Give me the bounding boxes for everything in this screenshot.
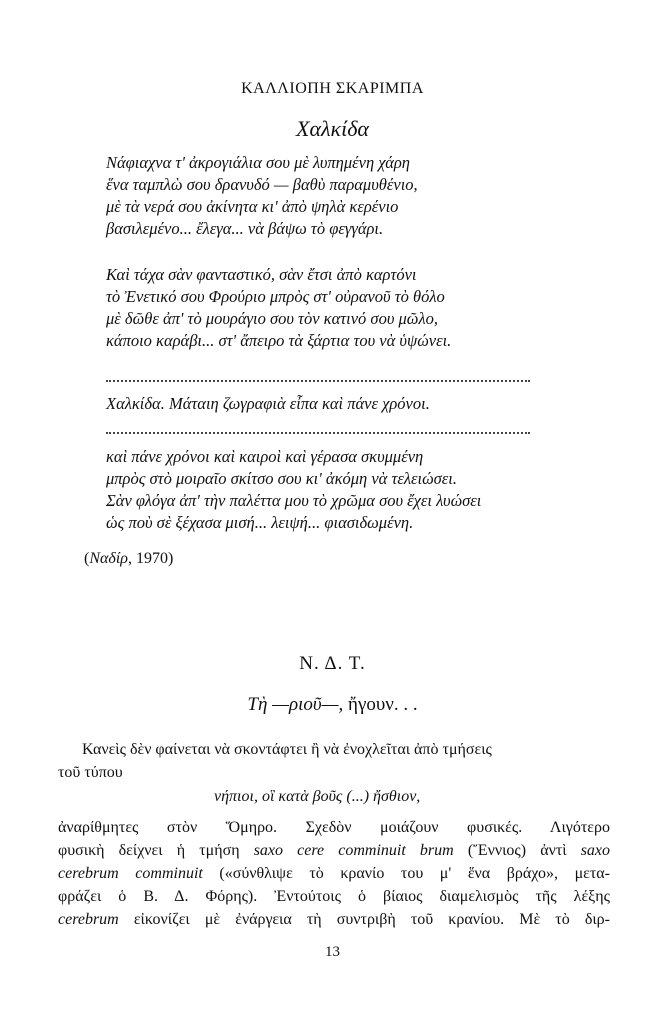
poem-line: ὡς ποὺ σὲ ξέχασα μισή... λειψή... φιασιδωμένη. [106, 513, 414, 532]
homer-quote: νήπιοι, οἳ κατὰ βοῦς (...) ἤσθιον, [214, 788, 421, 805]
poem-line: κάποιο καράβι... στ' ἄπειρο τὰ ξάρτια του νὰ ὑψώνει. [106, 331, 452, 350]
source-open: ( [84, 550, 90, 567]
page-number: 13 [325, 944, 340, 960]
poem-stanza-2 [106, 264, 451, 352]
prose-fragment: (Ἔννιος) ἀντὶ [453, 842, 581, 859]
source-title: Ναδίρ [89, 550, 128, 567]
prose-fragment: φυσικὴ δείχνει ἡ τμήση [58, 842, 254, 859]
poem-stanza-1 [106, 152, 418, 240]
prose-line [58, 839, 610, 862]
poem-line: Σὰν φλόγα ἀπ' τὴν παλέττα μου τὸ χρῶμα σου ἔχει λυώσει [106, 491, 482, 510]
poem-line: Καὶ τάχα σὰν φανταστικό, σὰν ἔτσι ἀπὸ καρτόνι [106, 265, 417, 284]
poem-line: τὸ Ἐνετικό σου Φρούριο μπρὸς στ' οὐρανοῦ τὸ θόλο [106, 287, 445, 306]
poem-line: ἕνα ταμπλὼ σου δρανυδό — βαθὺ παραμυθένιο, [106, 175, 418, 194]
poem-line: μὲ δῶθε ἀπ' τὸ μουράγιο σου τὸν κατινό σου μῶλο, [106, 309, 438, 328]
prose-line: φράζει ὁ Β. Δ. Φόρης). Ἐντούτοις ὁ βίαιος διαμελισμὸς τῆς λέξης [58, 888, 610, 905]
prose-line [58, 908, 610, 931]
essay-title-rest: ἤγουν. . . [343, 694, 418, 715]
prose-paragraph-1 [58, 738, 610, 784]
prose-line: Κανεὶς δὲν φαίνεται νὰ σκοντάφτει ἢ νὰ ἐνοχλεῖται ἀπὸ τμήσεις [82, 741, 492, 758]
prose-line: ἀναρίθμητες στὸν Ὅμηρο. Σχεδὸν μοιάζουν φυσικές. Λιγότερο [58, 819, 610, 836]
source-year: , 1970) [127, 550, 174, 567]
prose-line [58, 862, 610, 885]
latin-term: saxo cere comminuit brum [253, 842, 454, 859]
prose-fragment: εἰκονίζει μὲ ἐνάργεια τὴ συντριβὴ τοῦ κρανίου. Μὲ τὸ διρ- [118, 911, 610, 928]
section-heading: Ν. Δ. Τ. [299, 653, 366, 674]
poem-title: Χαλκίδα [296, 116, 369, 141]
dotted-separator [106, 418, 530, 434]
poem-line: Χαλκίδα. Μάταιη ζωγραφιὰ εἶπα καὶ πάνε χρόνοι. [106, 394, 430, 413]
poem-stanza-3 [106, 446, 481, 534]
prose-fragment: («σύνθλιψε τὸ κρανίο του μ' ἕνα βράχο», μετα- [202, 865, 611, 882]
latin-term: cerebrum [58, 911, 119, 928]
poem-line: βασιλεμένο... ἔλεγα... νὰ βάψω τὸ φεγγάρι. [106, 219, 384, 238]
poem-line: καὶ πάνε χρόνοι καὶ καιροὶ καὶ γέρασα σκυμμένη [106, 447, 424, 466]
poem-line: Νάφιαχνα τ' ἀκρογιάλια σου μὲ λυπημένη χάρη [106, 153, 410, 172]
poem-single-line [106, 393, 430, 415]
latin-term: saxo [580, 842, 611, 859]
essay-title [0, 694, 665, 716]
poem-line: μπρὸς στὸ μοιραῖο σκίτσο σου κι' ἀκόμη νὰ τελειώσει. [106, 469, 457, 488]
prose-paragraph-2 [58, 816, 610, 931]
prose-line: τοῦ τύπου [58, 764, 123, 781]
latin-term: cerebrum comminuit [58, 865, 203, 882]
poem-line: μὲ τὰ νερά σου ἀκίνητα κι' ἀπὸ ψηλὰ κερένιο [106, 197, 399, 216]
dotted-separator [106, 366, 530, 382]
poem-source [84, 550, 173, 568]
essay-title-italic: Τὴ —ριοῦ—, [247, 694, 344, 715]
author-name: ΚΑΛΛΙΟΠΗ ΣΚΑΡΙΜΠΑ [241, 80, 424, 97]
